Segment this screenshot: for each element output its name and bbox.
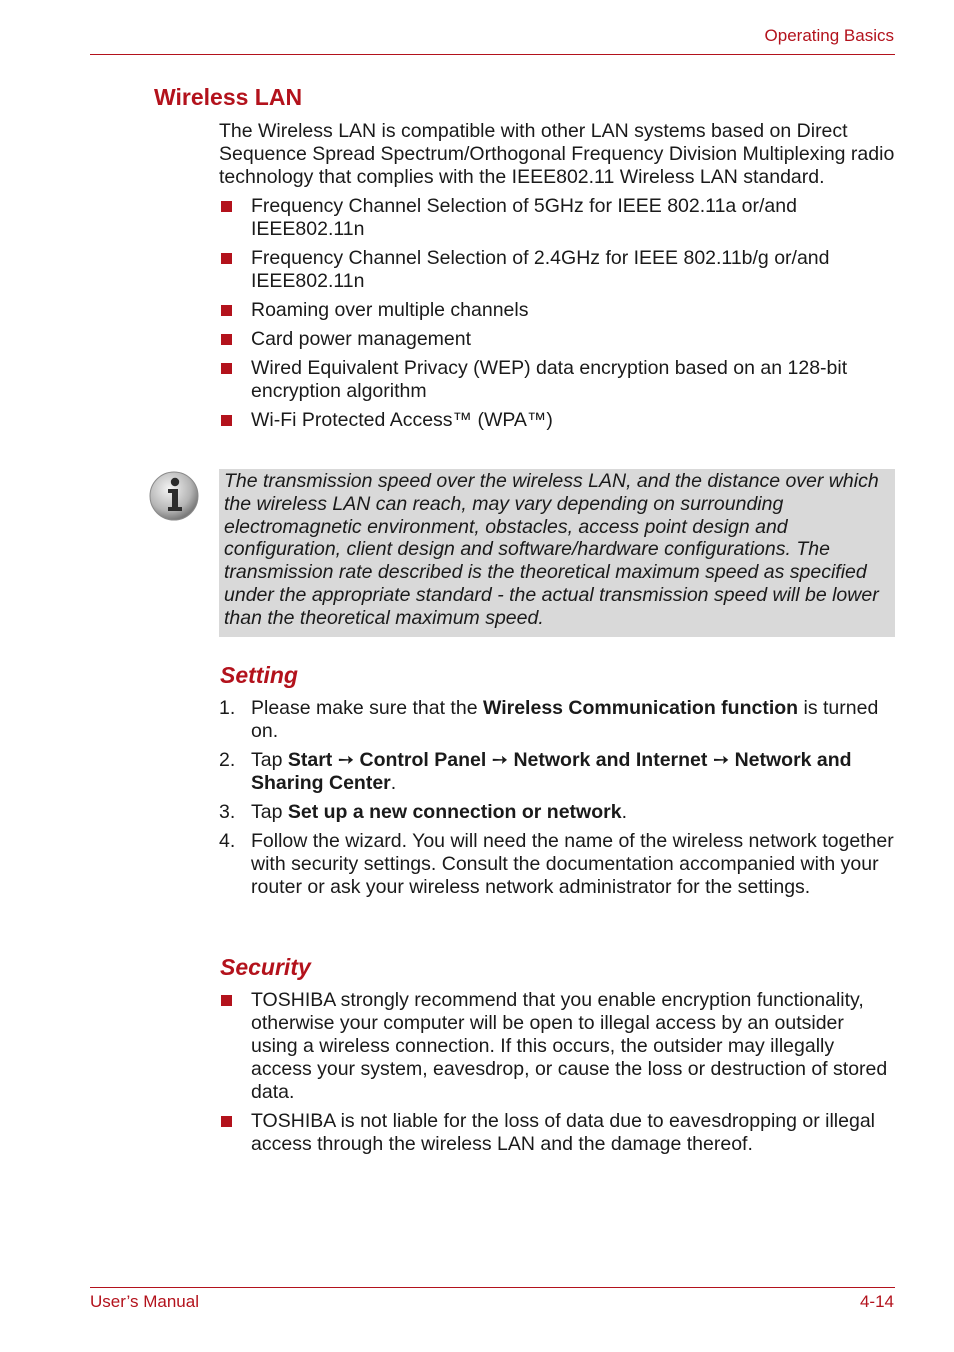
bullet-square-icon	[221, 995, 232, 1006]
note-box	[219, 469, 895, 637]
footer-manual-title: User’s Manual	[90, 1292, 199, 1311]
setting-heading: Setting	[220, 662, 298, 688]
arrow-right-icon: ➙	[337, 749, 355, 771]
security-heading: Security	[220, 954, 311, 980]
list-item: 4. Follow the wizard. You will need the name of the wireless network together with security settings. Consult the documentation accompanied with your router or ask your wireless network administrator for the settings.	[219, 830, 894, 898]
list-item: Wired Equivalent Privacy (WEP) data encryption based on an 128-bit encryption algorithm	[219, 357, 895, 403]
list-item: 2. Tap Start ➙ Control Panel ➙ Network and Internet ➙ Network and Sharing Center.	[219, 749, 852, 794]
arrow-right-icon: ➙	[712, 749, 730, 771]
setting-steps	[219, 697, 895, 899]
list-item: Frequency Channel Selection of 2.4GHz for IEEE 802.11b/g or/and IEEE802.11n	[219, 247, 895, 293]
list-item: Frequency Channel Selection of 5GHz for IEEE 802.11a or/and IEEE802.11n	[219, 195, 895, 241]
intro-block	[219, 120, 895, 432]
bullet-square-icon	[221, 363, 232, 374]
bullet-square-icon	[221, 201, 232, 212]
page-number: 4-14	[859, 1292, 894, 1311]
list-item: Roaming over multiple channels	[219, 299, 895, 322]
bullet-square-icon	[221, 334, 232, 345]
bullet-square-icon	[221, 1116, 232, 1127]
arrow-right-icon: ➙	[491, 749, 509, 771]
setting-steps-block	[219, 697, 895, 899]
running-header: Operating Basics	[764, 26, 894, 45]
info-icon	[148, 470, 200, 522]
note-text: The transmission speed over the wireless LAN, and the distance over which the wireless LAN can reach, may vary depending on surrounding electromagnetic environment, obstacles, access point design and configuration, client design and software/hardware configurations. The transmission rate described is the theoretical maximum speed as specified under the appropriate standard - the actual transmission speed will be lower than the theoretical maximum speed.	[224, 470, 879, 629]
bullet-square-icon	[221, 305, 232, 316]
header-rule	[90, 54, 895, 55]
section-title: Wireless LAN	[154, 84, 303, 110]
list-item: TOSHIBA is not liable for the loss of data due to eavesdropping or illegal access through the wireless LAN and the damage thereof.	[219, 1110, 895, 1156]
intro-paragraph: The Wireless LAN is compatible with other LAN systems based on Direct Sequence Spread Spectrum/Orthogonal Frequency Division Multiplexing radio technology that complies with the IEEE802.11 Wireless LAN standard.	[219, 120, 895, 188]
footer-rule	[90, 1287, 895, 1288]
bullet-square-icon	[221, 253, 232, 264]
list-item: Wi-Fi Protected Access™ (WPA™)	[219, 409, 895, 432]
list-item: Card power management	[219, 328, 895, 351]
feature-list	[219, 195, 895, 432]
list-item: TOSHIBA strongly recommend that you enable encryption functionality, otherwise your computer will be open to illegal access by an outsider using a wireless connection. If this occurs, the outsider may illegally access your system, eavesdrop, or cause the loss or destruction of stored data.	[219, 989, 895, 1104]
bullet-square-icon	[221, 415, 232, 426]
security-list	[219, 989, 895, 1156]
security-block	[219, 989, 895, 1156]
list-item: 1. Please make sure that the Wireless Communication function is turned on.	[219, 697, 879, 742]
list-item: 3. Tap Set up a new connection or network.	[219, 801, 627, 823]
